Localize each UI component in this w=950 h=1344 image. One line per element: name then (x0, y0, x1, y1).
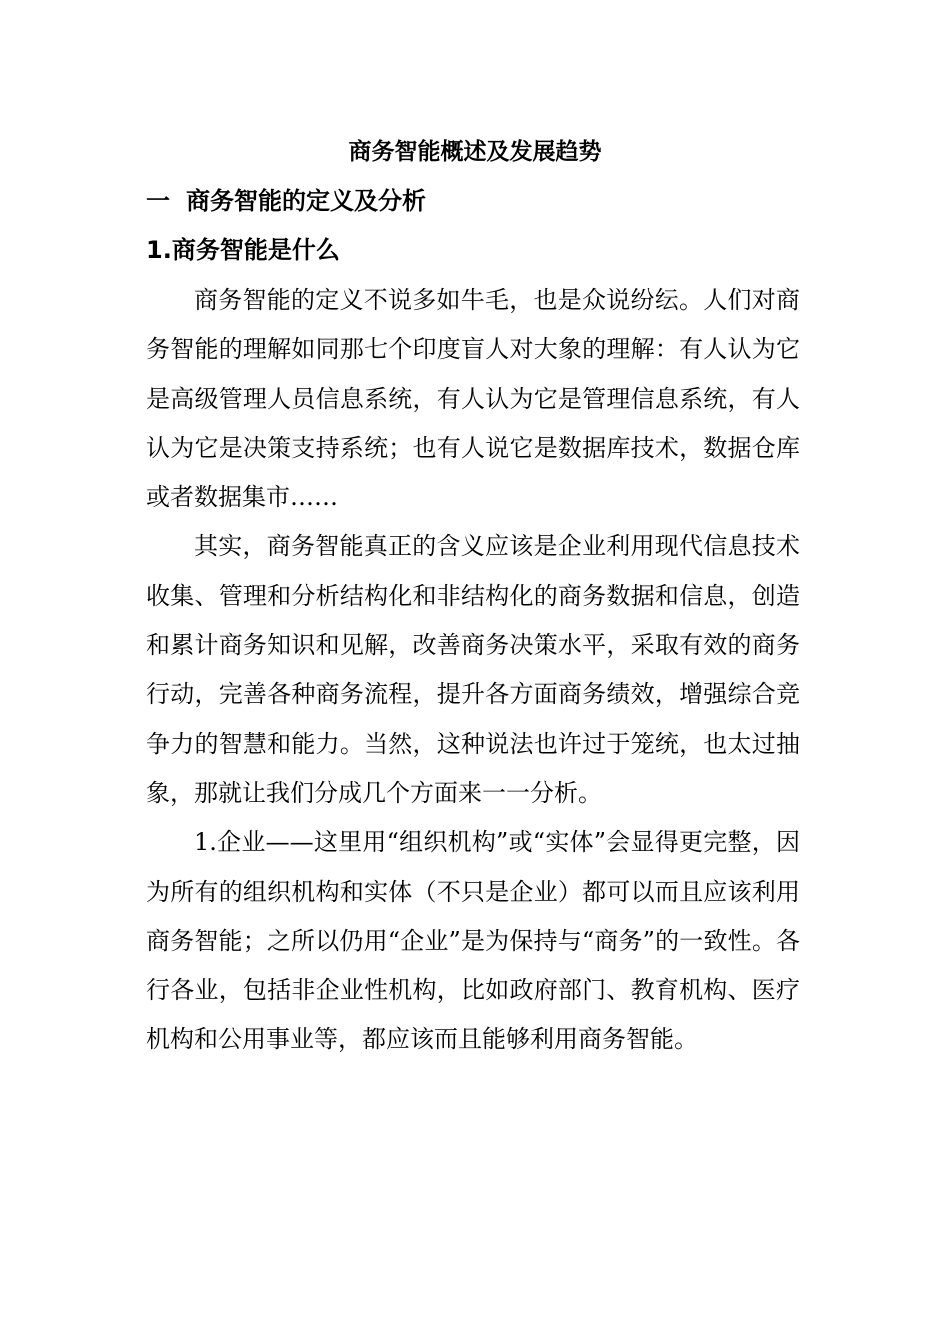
paragraph-3: 1.企业——这里用“组织机构”或“实体”会显得更完整，因为所有的组织机构和实体（不只是企业）都可以而且应该利用商务智能；之所以仍用“企业”是为保持与“商务”的一致性。各行各业，包括非企业性机构，比如政府部门、教育机构、医疗机构和公用事业等，都应该而且能够利用商务智能。 (146, 828, 800, 1054)
body-text (146, 276, 800, 1065)
section-heading-text: 商务智能的定义及分析 (186, 187, 426, 215)
paragraph-1: 商务智能的定义不说多如牛毛，也是众说纷纭。人们对商务智能的理解如同那七个印度盲人对大象的理解：有人认为它是高级管理人员信息系统，有人认为它是管理信息系统，有人认为它是决策支持系统；也有人说它是数据库技术，数据仓库或者数据集市…… (146, 286, 800, 512)
section-number: 一 (146, 187, 170, 215)
section-heading (146, 181, 426, 221)
paragraph-2: 其实，商务智能真正的含义应该是企业利用现代信息技术收集、管理和分析结构化和非结构化的商务数据和信息，创造和累计商务知识和见解，改善商务决策水平，采取有效的商务行动，完善各种商务流程，提升各方面商务绩效，增强综合竞争力的智慧和能力。当然，这种说法也许过于笼统，也太过抽象，那就让我们分成几个方面来一一分析。 (146, 532, 800, 807)
document-title: 商务智能概述及发展趋势 (348, 139, 602, 165)
subsection-heading: 1.商务智能是什么 (146, 236, 340, 264)
